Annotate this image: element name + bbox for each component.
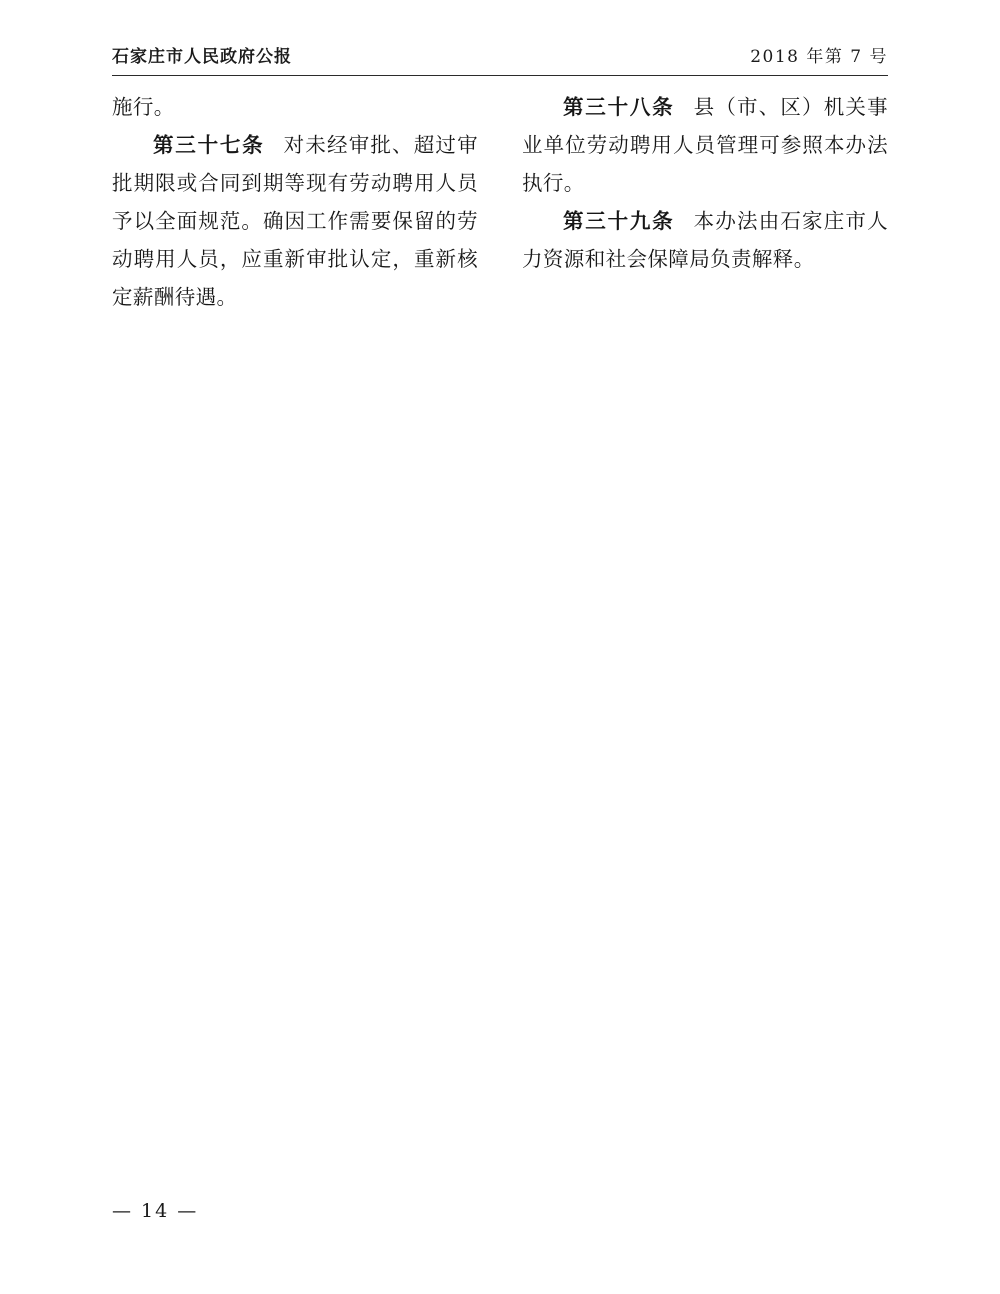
body-columns bbox=[112, 88, 888, 316]
running-head bbox=[112, 42, 888, 76]
paragraph-text: 对未经审批、超过审批期限或合同到期等现有劳动聘用人员予以全面规范。确因工作需要保留的劳动聘用人员，应重新审批认定，重新核定薪酬待遇。 bbox=[112, 133, 479, 309]
paragraph bbox=[522, 202, 888, 278]
article-label: 第三十七条 bbox=[153, 133, 265, 157]
issue-number: 2018 年第 7 号 bbox=[750, 47, 888, 67]
paragraph bbox=[112, 126, 478, 316]
paragraph bbox=[522, 88, 888, 202]
page-number: — 14 — bbox=[112, 1200, 199, 1222]
right-column bbox=[522, 88, 888, 316]
paragraph-text: 县（市、区）机关事业单位劳动聘用人员管理可参照本办法执行。 bbox=[522, 95, 889, 195]
left-column bbox=[112, 88, 478, 316]
publication-title: 石家庄市人民政府公报 bbox=[112, 47, 292, 67]
paragraph-text: 施行。 bbox=[112, 95, 175, 119]
article-label: 第三十九条 bbox=[563, 209, 675, 233]
paragraph-text: 本办法由石家庄市人力资源和社会保障局负责解释。 bbox=[522, 209, 889, 271]
header-divider bbox=[112, 75, 888, 76]
article-label: 第三十八条 bbox=[563, 95, 675, 119]
paragraph bbox=[112, 88, 478, 126]
